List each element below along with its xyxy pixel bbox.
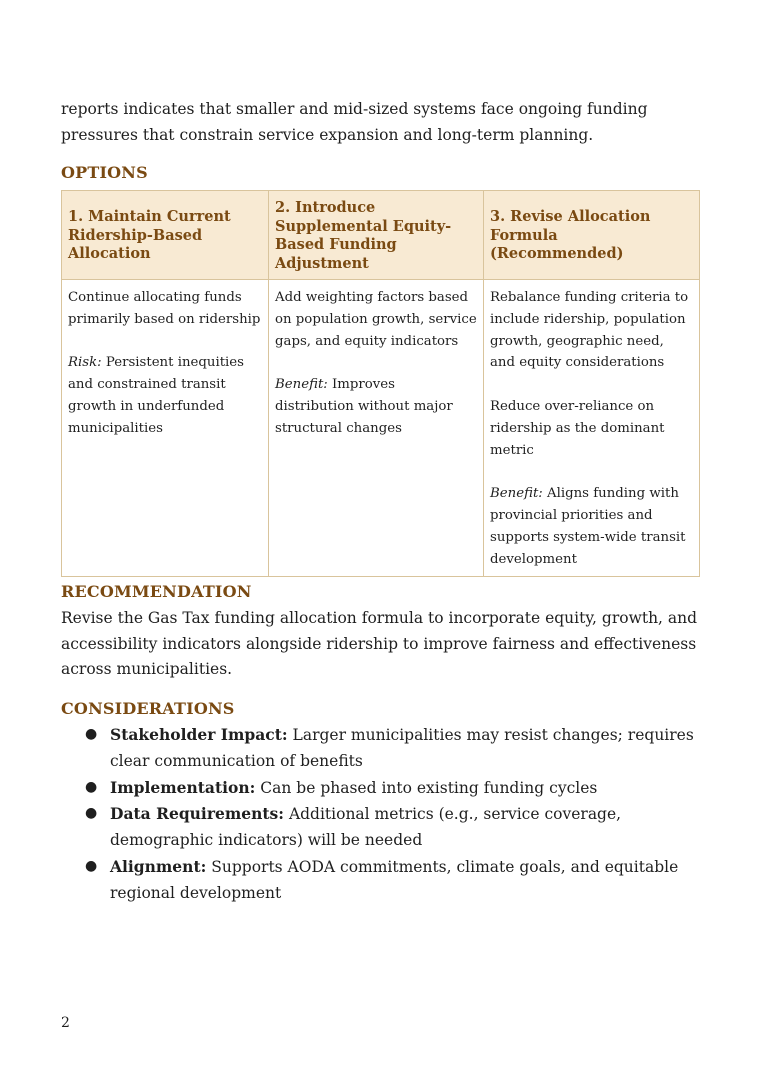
option-2-note-label: Benefit: (275, 377, 328, 393)
option-1-note (68, 352, 262, 439)
option-3-note-label: Benefit: (490, 486, 543, 502)
option-3-description: Rebalance funding criteria to include ridership, population growth, geographic need, and equity considerations (490, 290, 689, 371)
option-2-cell (269, 280, 484, 577)
list-item (61, 801, 711, 854)
option-2-description: Add weighting factors based on population growth, service gaps, and equity indicators (275, 290, 477, 349)
considerations-list (61, 722, 711, 907)
option-3-header: 3. Revise Allocation Formula (Recommended) (484, 191, 700, 280)
option-1-description: Continue allocating funds primarily based on ridership (68, 290, 261, 327)
option-3-note (490, 483, 693, 570)
consideration-text: Can be phased into existing funding cycles (260, 778, 598, 797)
list-item (61, 854, 711, 907)
consideration-label: Alignment: (110, 856, 207, 876)
recommendation-heading: RECOMMENDATION (61, 582, 252, 601)
list-item (61, 775, 711, 802)
consideration-text: Additional metrics (e.g., service coverage, demographic indicators) will be needed (110, 805, 622, 850)
bullet-icon: ● (85, 805, 98, 822)
consideration-label: Data Requirements: (110, 804, 284, 824)
bullet-icon: ● (85, 857, 98, 874)
consideration-text: Supports AODA commitments, climate goals, and equitable regional development (110, 857, 679, 902)
bullet-icon: ● (85, 726, 98, 742)
considerations-heading: CONSIDERATIONS (61, 699, 235, 718)
page-number: 2 (61, 1015, 70, 1031)
bullet-icon: ● (85, 778, 98, 795)
consideration-label: Stakeholder Impact: (110, 725, 288, 744)
options-heading: OPTIONS (61, 163, 148, 182)
option-2-note (275, 374, 477, 439)
options-header-row (62, 191, 700, 280)
consideration-label: Implementation: (110, 777, 256, 797)
list-item (61, 722, 711, 775)
option-1-note-label: Risk: (68, 355, 102, 371)
intro-paragraph: reports indicates that smaller and mid-sized systems face ongoing funding pressures that constrain service expansion and long-term planning. (61, 100, 648, 144)
option-2-note-text: Improves distribution without major structural changes (275, 377, 453, 436)
recommendation-text: Revise the Gas Tax funding allocation formula to incorporate equity, growth, and accessibility indicators alongside ridership to improve fairness and effectiveness across municipalities. (61, 609, 698, 678)
consideration-text: Larger municipalities may resist changes; requires clear communication of benefits (110, 726, 694, 770)
options-body-row (62, 280, 700, 577)
option-3-note-text: Aligns funding with provincial priorities and supports system-wide transit development (490, 486, 686, 567)
option-1-note-text: Persistent inequities and constrained transit growth in underfunded municipalities (68, 355, 244, 436)
option-1-header: 1. Maintain Current Ridership-Based Allocation (62, 191, 269, 280)
option-2-header: 2. Introduce Supplemental Equity-Based Funding Adjustment (269, 191, 484, 280)
option-3-cell (484, 280, 700, 577)
option-3-extra: Reduce over-reliance on ridership as the dominant metric (490, 398, 665, 458)
options-table (61, 190, 700, 577)
option-1-cell (62, 280, 269, 577)
